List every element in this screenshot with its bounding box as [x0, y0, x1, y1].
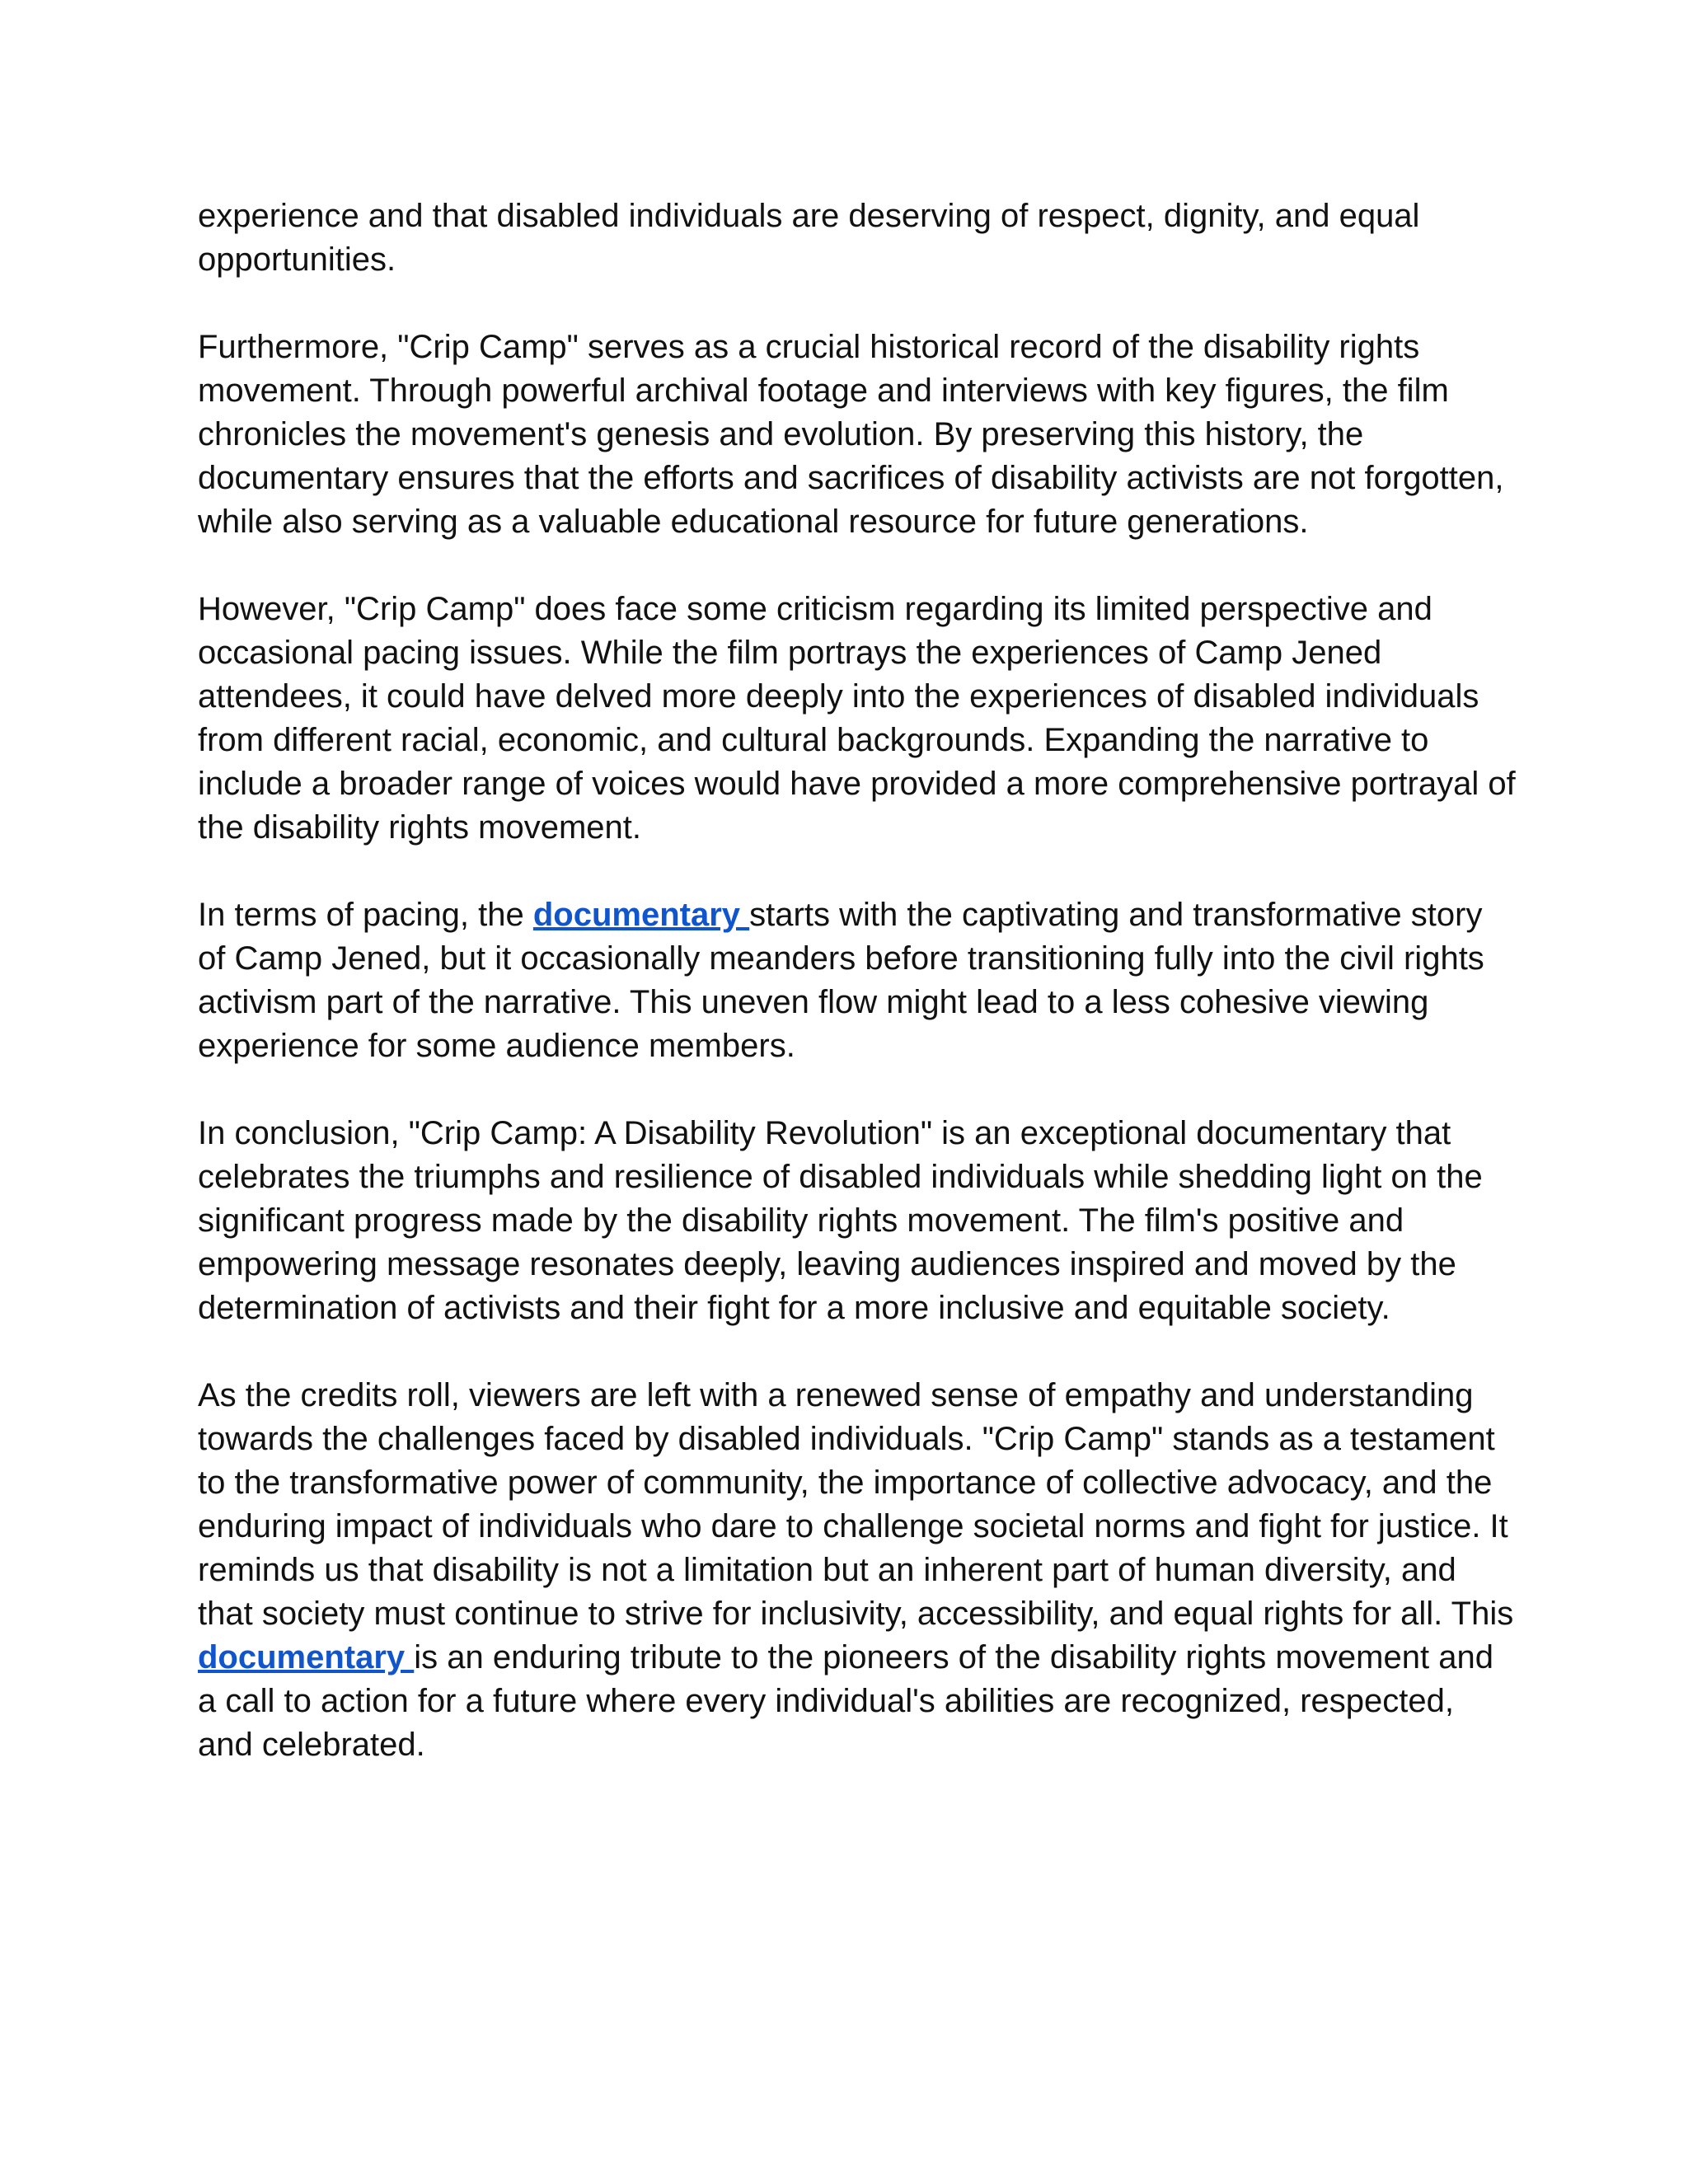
- paragraph-4-text-after: starts with the captivating and transformative story of Camp Jened, but it occasionally meanders before transitioning fully into the civil rights activism part of the narrative. This uneven flow might lead to a less cohesive viewing experience for some audience members.: [198, 897, 1484, 1064]
- paragraph-6-text-after: is an enduring tribute to the pioneers of the disability rights movement and a call to action for a future where every individual's abilities are recognized, respected, and celebrated.: [198, 1639, 1493, 1763]
- documentary-link-2[interactable]: documentary: [198, 1639, 415, 1675]
- paragraph-4-text-before: In terms of pacing, the: [198, 897, 533, 933]
- documentary-link[interactable]: documentary: [532, 897, 750, 933]
- document-body: [198, 194, 1517, 1767]
- paragraph-2: Furthermore, "Crip Camp" serves as a crucial historical record of the disability rights movement. Through powerful archival footage and interviews with key figures, the film chronicles the movement's genesis and evolution. By preserving this history, the documentary ensures that the efforts and sacrifices of disability activists are not forgotten, while also serving as a valuable educational resource for future generations.: [198, 329, 1504, 540]
- paragraph-6-text-before: As the credits roll, viewers are left with a renewed sense of empathy and understanding towards the challenges faced by disabled individuals. "Crip Camp" stands as a testament to the transformative power of community, the importance of collective advocacy, and the enduring impact of individuals who dare to challenge societal norms and fight for justice. It reminds us that disability is not a limitation but an inherent part of human diversity, and that society must continue to strive for inclusivity, accessibility, and equal rights for all. This: [198, 1377, 1514, 1632]
- paragraph-5: In conclusion, "Crip Camp: A Disability Revolution" is an exceptional documentary that celebrates the triumphs and resilience of disabled individuals while shedding light on the significant progress made by the disability rights movement. The film's positive and empowering message resonates deeply, leaving audiences inspired and moved by the determination of activists and their fight for a more inclusive and equitable society.: [198, 1115, 1483, 1326]
- paragraph-4: [198, 893, 1517, 1068]
- paragraph-3: However, "Crip Camp" does face some criticism regarding its limited perspective and occasional pacing issues. While the film portrays the experiences of Camp Jened attendees, it could have delved more deeply into the experiences of disabled individuals from different racial, economic, and cultural backgrounds. Expanding the narrative to include a broader range of voices would have provided a more comprehensive portrayal of the disability rights movement.: [198, 591, 1516, 846]
- paragraph-1: experience and that disabled individuals are deserving of respect, dignity, and equal opportunities.: [198, 198, 1420, 278]
- paragraph-6: [198, 1374, 1517, 1767]
